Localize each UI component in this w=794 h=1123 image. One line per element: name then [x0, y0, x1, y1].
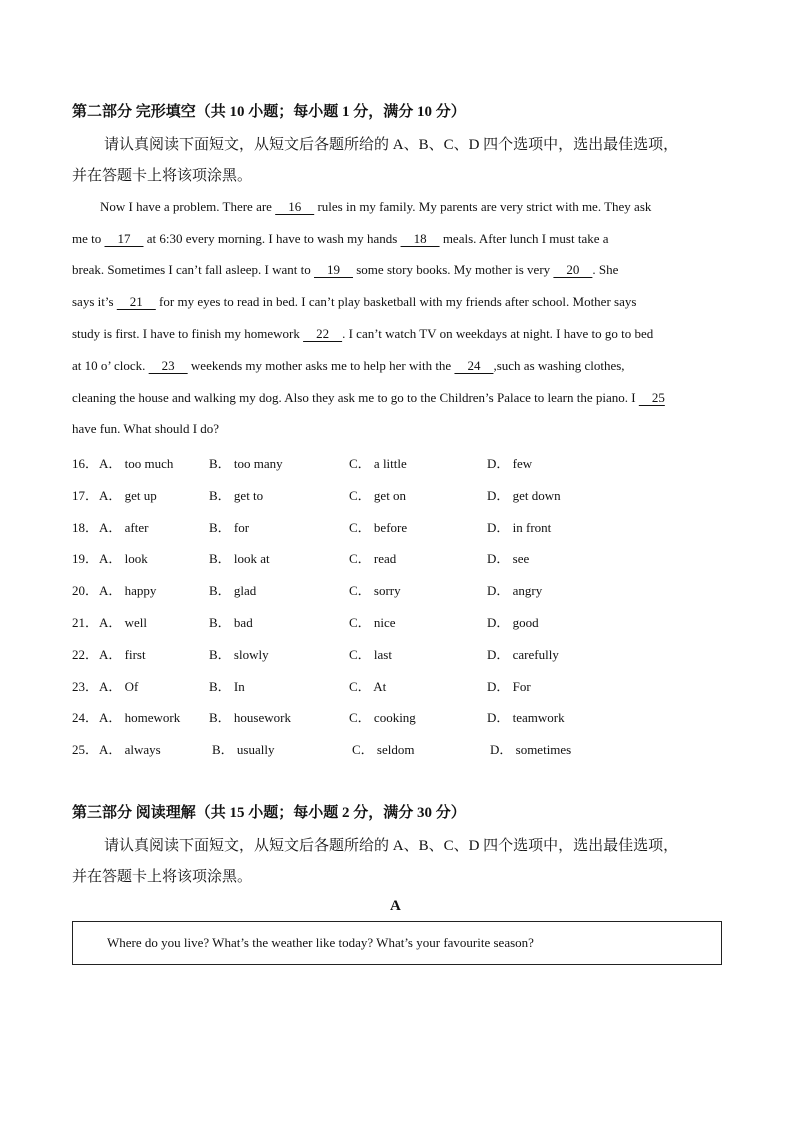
- option-a: A． happy: [99, 583, 157, 599]
- question-number: 16．: [72, 456, 99, 471]
- option-d: D． few: [487, 456, 533, 471]
- passage-line-5: [72, 326, 653, 342]
- option-a: A． first: [99, 646, 146, 662]
- option-d: D． teamwork: [487, 710, 565, 726]
- option-b: B． glad: [209, 583, 257, 599]
- option-c: C． seldom: [352, 742, 415, 758]
- question-number: 23．: [72, 678, 99, 694]
- section2-heading: 第二部分 完形填空（共 10 小题；每小题 1 分，满分 10 分）: [72, 104, 466, 120]
- passage-text: cleaning the house and walking my dog. Also they ask me to go to the Children’s Palace to learn the piano. I: [72, 390, 639, 405]
- option-c: C． a little: [349, 456, 407, 471]
- passage-text: for my eyes to read in bed. I can’t play basketball with my friends after school. Mother says: [155, 294, 637, 309]
- passage-text: rules in my family. My parents are very strict with me. They ask: [314, 199, 652, 214]
- option-b: B． too many: [209, 456, 283, 471]
- passage-text: me to: [72, 231, 105, 246]
- passage-line-7: [72, 390, 665, 406]
- passage-box: [72, 921, 722, 965]
- passage-line-8: [72, 421, 219, 437]
- option-a: A． look: [99, 551, 148, 567]
- option-b: B． In: [209, 678, 245, 694]
- option-a: A． always: [99, 742, 161, 758]
- option-a: A． after: [99, 519, 149, 535]
- option-c: C． last: [349, 646, 392, 662]
- section3-instructions-line2: 并在答题卡上将该项涂黑。: [72, 869, 253, 885]
- option-d: D． angry: [487, 583, 543, 599]
- option-c: C． read: [349, 551, 397, 567]
- option-d: D． good: [487, 615, 539, 630]
- passage-label: A: [390, 898, 401, 914]
- passage-text: Now I have a problem. There are: [100, 199, 276, 214]
- option-a: A． Of: [99, 678, 139, 694]
- option-c: C． nice: [349, 615, 396, 630]
- blank-25: 25: [638, 390, 665, 405]
- passage-text: study is first. I have to finish my homework: [72, 326, 304, 341]
- option-b: B． for: [209, 519, 250, 535]
- passage-line-1: [100, 199, 651, 215]
- passage-text: some story books. My mother is very: [353, 262, 554, 277]
- option-b: B． bad: [209, 615, 253, 630]
- blank-19: 19: [314, 262, 353, 277]
- blank-20: 20: [553, 262, 593, 277]
- option-b: B． slowly: [209, 646, 269, 662]
- passage-box-text: Where do you live? What’s the weather like today? What’s your favourite season?: [107, 935, 534, 950]
- question-number: 19．: [72, 551, 99, 567]
- blank-18: 18: [400, 231, 440, 246]
- passage-text: ,such as washing clothes,: [493, 358, 625, 373]
- section3-heading: 第三部分 阅读理解（共 15 小题；每小题 2 分，满分 30 分）: [72, 805, 466, 821]
- option-c: C． get on: [349, 487, 407, 503]
- section3-instructions-line1: 请认真阅读下面短文，从短文后各题所给的 A、B、C、D 四个选项中，选出最佳选项，: [104, 838, 679, 854]
- passage-text: at 6:30 every morning. I have to wash my hands: [143, 231, 401, 246]
- question-number: 21．: [72, 615, 99, 630]
- section2-instructions-line1: 请认真阅读下面短文，从短文后各题所给的 A、B、C、D 四个选项中，选出最佳选项，: [104, 137, 679, 153]
- option-c: C． cooking: [349, 710, 416, 726]
- question-number: 22．: [72, 646, 99, 662]
- option-a: A． well: [99, 615, 148, 630]
- passage-line-2: [72, 231, 609, 247]
- option-b: B． housework: [209, 710, 291, 726]
- option-b: B． usually: [212, 742, 275, 758]
- question-number: 25．: [72, 742, 99, 758]
- question-number: 17．: [72, 487, 99, 503]
- passage-text: break. Sometimes I can’t fall asleep. I want to: [72, 262, 314, 277]
- blank-22: 22: [303, 326, 343, 341]
- passage-text: at 10 o’ clock.: [72, 358, 149, 373]
- passage-line-4: [72, 294, 636, 310]
- blank-16: 16: [275, 199, 315, 214]
- option-c: C． At: [349, 678, 387, 694]
- option-a: A． get up: [99, 487, 157, 503]
- option-d: D． get down: [487, 487, 561, 503]
- option-d: D． For: [487, 678, 531, 694]
- blank-24: 24: [454, 358, 494, 373]
- question-number: 18．: [72, 519, 99, 535]
- option-a: A． homework: [99, 710, 181, 726]
- question-number: 20．: [72, 583, 99, 599]
- option-b: B． look at: [209, 551, 270, 567]
- option-d: D． see: [487, 551, 530, 567]
- passage-line-6: [72, 358, 625, 374]
- blank-21: 21: [116, 294, 156, 309]
- section2-instructions-line2: 并在答题卡上将该项涂黑。: [72, 168, 253, 184]
- passage-line-3: [72, 262, 618, 278]
- passage-text: . I can’t watch TV on weekdays at night. I have to go to bed: [342, 326, 654, 341]
- question-number: 24．: [72, 710, 99, 726]
- passage-text: have fun. What should I do?: [72, 421, 220, 436]
- passage-text: weekends my mother asks me to help her with the: [187, 358, 455, 373]
- option-d: D． carefully: [487, 646, 559, 662]
- blank-23: 23: [148, 358, 188, 373]
- passage-text: meals. After lunch I must take a: [439, 231, 609, 246]
- blank-17: 17: [104, 231, 144, 246]
- option-d: D． in front: [487, 519, 552, 535]
- option-b: B． get to: [209, 487, 264, 503]
- option-d: D． sometimes: [490, 742, 572, 758]
- passage-text: . She: [592, 262, 619, 277]
- passage-text: says it’s: [72, 294, 117, 309]
- option-a: A． too much: [99, 456, 174, 471]
- option-c: C． before: [349, 519, 408, 535]
- option-c: C． sorry: [349, 583, 401, 599]
